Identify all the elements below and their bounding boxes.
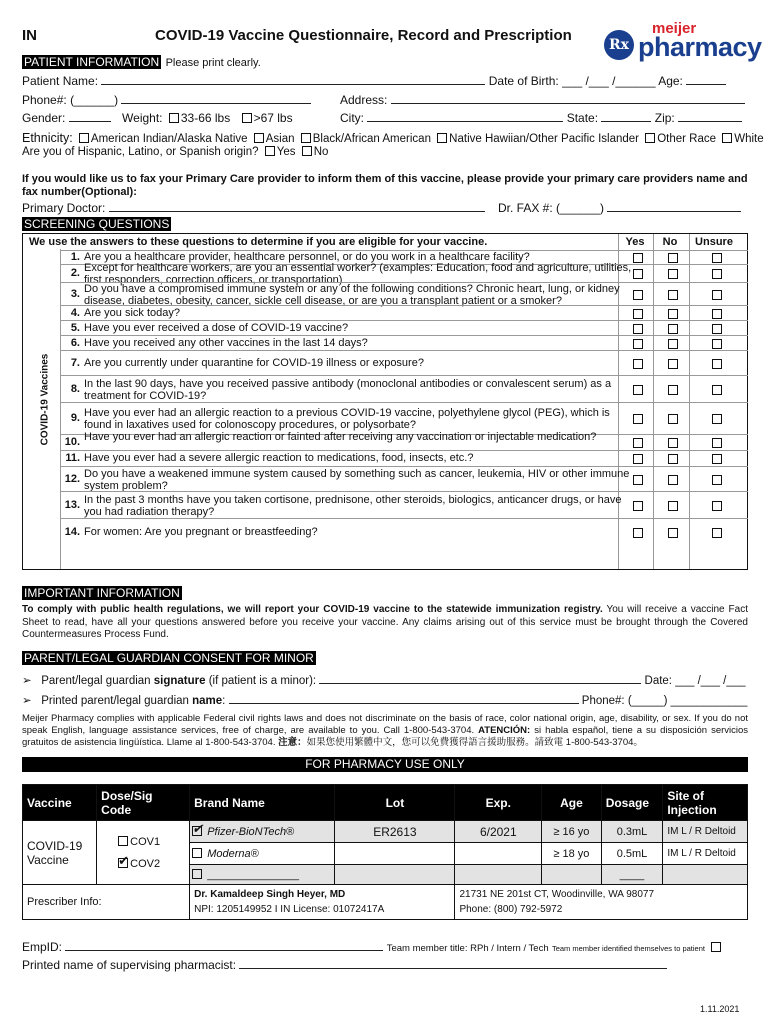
empid-row xyxy=(22,939,723,954)
hispanic-no-label: No xyxy=(313,146,329,158)
prescriber-cell xyxy=(190,885,455,920)
question-text: Do you have a compromised immune system or any of the following conditions? Chronic heart, lung, or kidney disease, diabetes, obesity, cancer, sickle cell disease, or are you a transplant patient or a smoker? xyxy=(84,282,620,307)
answer-unsure-checkbox[interactable] xyxy=(712,454,722,464)
sig-bold: signature xyxy=(153,675,206,687)
age-row-3[interactable] xyxy=(542,865,602,885)
age-row-1: ≥ 16 yo xyxy=(542,821,602,843)
question-number: 13. xyxy=(64,498,80,511)
prescriber-label: Prescriber Info: xyxy=(23,885,190,920)
weight-33-66-checkbox[interactable] xyxy=(169,113,179,123)
eth-checkbox-6[interactable] xyxy=(722,133,732,143)
site-row-1[interactable]: IM L / R Deltoid xyxy=(663,821,748,843)
other-brand: _______________ xyxy=(207,868,299,881)
age-field[interactable] xyxy=(686,73,726,85)
hispanic-yes-label: Yes xyxy=(276,146,296,158)
dosage-row-2: 0.5mL xyxy=(601,843,663,865)
question-text: In the last 90 days, have you received passive antibody (monoclonal antibodies or convalescent serum) as a treatment for COVID-19? xyxy=(84,377,612,402)
answer-yes-checkbox[interactable] xyxy=(633,324,643,334)
eth-checkbox-3[interactable] xyxy=(301,133,311,143)
important-band: IMPORTANT INFORMATION xyxy=(24,586,180,600)
cov1-checkbox[interactable] xyxy=(118,836,128,846)
answer-unsure-checkbox[interactable] xyxy=(712,528,722,538)
question-text: Are you sick today? xyxy=(84,306,180,319)
col-unsure: Unsure xyxy=(695,236,733,248)
answer-yes-checkbox[interactable] xyxy=(633,385,643,395)
pharmacy-table xyxy=(22,784,748,920)
ethnicity-row xyxy=(22,131,764,145)
age-label: Age: xyxy=(658,74,683,88)
question-number: 2. xyxy=(70,267,80,279)
empid-label: EmpID: xyxy=(22,940,63,954)
guardian-signature-field[interactable] xyxy=(319,672,641,684)
logo-brand: meijer xyxy=(652,20,697,37)
gender-field[interactable] xyxy=(69,110,111,122)
screening-question-row xyxy=(60,466,748,492)
team-title: Team member title: RPh / Intern / Tech xyxy=(386,943,549,954)
important-body-text: You will receive a vaccine Fact Sheet to read, have all your questions answered before you receive your vaccine. Any claims arising out of this service must be brought through the Covered Countermeasures Process Fund. xyxy=(22,604,748,640)
question-number: 1. xyxy=(70,251,80,263)
primary-doctor-field[interactable] xyxy=(109,200,485,212)
question-number: 12. xyxy=(64,472,80,485)
chinese-text: 如果您使用繁體中文，您可以免費獲得語言援助服務。請致電 1-800-543-3704。 xyxy=(306,737,643,748)
answer-no-checkbox[interactable] xyxy=(668,438,678,448)
answer-no-checkbox[interactable] xyxy=(668,501,678,511)
eth-option-6: White xyxy=(734,133,764,145)
prescriber-ids: NPI: 1205149952 I IN License: 01072417A xyxy=(194,904,385,915)
civil-rights-notice xyxy=(22,713,748,749)
screening-band-wrap xyxy=(22,215,171,233)
screening-question-row xyxy=(60,491,748,519)
important-band-wrap xyxy=(22,584,182,602)
lot-row-1[interactable]: ER2613 xyxy=(335,821,455,843)
covid-vaccines-side-label: COVID-19 Vaccines xyxy=(39,353,51,446)
answer-no-checkbox[interactable] xyxy=(668,290,678,300)
question-text: In the past 3 months have you taken cortisone, prednisone, other steroids, biologics, anticancer drugs, or have you had radiation therapy? xyxy=(84,493,622,518)
screening-question-row xyxy=(60,350,748,376)
state-label: State: xyxy=(566,111,599,125)
age-row-2: ≥ 18 yo xyxy=(542,843,602,865)
form-version: 1.11.2021 xyxy=(700,1004,740,1014)
spanish-bold: ATENCIÓN: xyxy=(478,725,531,736)
hispanic-question: Are you of Hispanic, Latino, or Spanish origin? xyxy=(22,146,259,158)
hispanic-no-checkbox[interactable] xyxy=(302,146,312,156)
phone-label: Phone#: xyxy=(22,93,67,107)
sig-pre: Parent/legal guardian xyxy=(41,675,154,687)
th-site: Site of Injection xyxy=(663,785,748,821)
hispanic-yes-checkbox[interactable] xyxy=(265,146,275,156)
guardian-signature-row xyxy=(22,672,746,687)
screening-table xyxy=(22,233,748,570)
city-label: City: xyxy=(340,111,364,125)
important-bold-text: To comply with public health regulations, we will report your COVID-19 vaccine to the statewide immunization registry. xyxy=(22,604,603,615)
cov1-label: COV1 xyxy=(130,835,161,848)
arrow-bullet-icon: ➢ xyxy=(22,695,39,707)
cov2-option[interactable] xyxy=(115,852,185,870)
zip-field[interactable] xyxy=(678,110,742,122)
guardian-name-field[interactable] xyxy=(229,692,579,704)
spanish-text: si habla español, tiene a su disposición servicios gratuitos de asistencia lingüística. Llame al 1-800-543-3704. xyxy=(22,725,749,748)
prescriber-address-cell xyxy=(455,885,748,920)
patient-info-band: PATIENT INFORMATION xyxy=(24,55,160,69)
cov2-label: COV2 xyxy=(130,857,161,870)
city-field[interactable] xyxy=(367,110,563,122)
primary-doctor-label: Primary Doctor: xyxy=(22,201,106,215)
guardian-phone-field[interactable]: Phone#: (_____) ____________ xyxy=(581,695,748,707)
eth-checkbox-2[interactable] xyxy=(254,133,264,143)
question-number: 5. xyxy=(70,321,80,334)
dob-label: Date of Birth: xyxy=(488,74,559,88)
question-number: 3. xyxy=(70,287,80,300)
supervisor-label: Printed name of supervising pharmacist: xyxy=(22,958,237,972)
moderna-checkbox[interactable] xyxy=(192,848,202,858)
eth-checkbox-1[interactable] xyxy=(79,133,89,143)
eth-option-5: Other Race xyxy=(657,133,717,145)
logo-pharmacy: pharmacy xyxy=(638,32,762,62)
pfizer-brand: Pfizer-BioNTech® xyxy=(207,825,295,838)
question-text: Have you received any other vaccines in the last 14 days? xyxy=(84,336,368,349)
dosage-row-1: 0.3mL xyxy=(601,821,663,843)
answer-no-checkbox[interactable] xyxy=(668,454,678,464)
screening-question-row xyxy=(60,282,748,306)
prescriber-phone: Phone: (800) 792-5972 xyxy=(459,904,563,915)
answer-unsure-checkbox[interactable] xyxy=(712,290,722,300)
fax-note: If you would like us to fax your Primary Care provider to inform them of this vaccine, please provide your primary care providers name and fax number(Optional): xyxy=(22,173,748,198)
answer-unsure-checkbox[interactable] xyxy=(712,269,722,279)
city-row xyxy=(340,110,742,125)
state-code: IN xyxy=(22,27,37,44)
answer-unsure-checkbox[interactable] xyxy=(712,324,722,334)
answer-no-checkbox[interactable] xyxy=(668,414,678,424)
exp-row-3[interactable] xyxy=(455,865,542,885)
question-text: Have you ever received a dose of COVID-19 vaccine? xyxy=(84,321,349,334)
exp-row-1[interactable]: 6/2021 xyxy=(455,821,542,843)
phone-row xyxy=(22,92,311,107)
cov2-checkbox-checked[interactable]: ✔ xyxy=(118,852,130,868)
patient-info-section xyxy=(22,53,261,71)
screening-question-row xyxy=(60,450,748,467)
site-row-3[interactable] xyxy=(663,865,748,885)
question-number: 10. xyxy=(64,436,80,448)
answer-yes-checkbox[interactable] xyxy=(633,454,643,464)
team-identified-checkbox[interactable] xyxy=(711,942,721,952)
gender-label: Gender: xyxy=(22,111,66,125)
screening-question-row xyxy=(60,375,748,403)
col-no: No xyxy=(662,236,678,248)
screening-question-row xyxy=(60,431,748,451)
name-pre: Printed parent/legal guardian xyxy=(41,695,193,707)
empid-field[interactable] xyxy=(65,939,383,951)
th-age: Age xyxy=(542,785,602,821)
answer-unsure-checkbox[interactable] xyxy=(712,309,722,319)
answer-no-checkbox[interactable] xyxy=(668,253,678,263)
answer-yes-checkbox[interactable] xyxy=(633,309,643,319)
answer-yes-checkbox[interactable] xyxy=(633,290,643,300)
fax-label: Dr. FAX #: (______) xyxy=(498,201,605,215)
screening-question-row xyxy=(60,518,748,547)
question-text: Have you ever had an allergic reaction or fainted after receiving any vaccination or injectable medication? xyxy=(84,431,597,443)
brand-row-1[interactable] xyxy=(190,821,335,843)
name-post: : xyxy=(222,695,226,707)
answer-no-checkbox[interactable] xyxy=(668,475,678,485)
pfizer-checkbox-checked[interactable]: ✔ xyxy=(192,820,204,836)
th-dose: Dose/Sig Code xyxy=(97,785,190,821)
question-number: 4. xyxy=(70,306,80,319)
eth-checkbox-5[interactable] xyxy=(645,133,655,143)
answer-no-checkbox[interactable] xyxy=(668,324,678,334)
eth-option-4: Native Hawiian/Other Pacific Islander xyxy=(449,133,640,145)
address-label: Address: xyxy=(340,93,388,107)
th-lot: Lot xyxy=(335,785,455,821)
rx-logo-icon: Rx xyxy=(604,30,634,60)
chinese-bold: 注意： xyxy=(278,737,307,748)
address-field[interactable] xyxy=(391,92,745,104)
question-number: 9. xyxy=(70,412,80,424)
sig-post: (if patient is a minor): xyxy=(205,675,317,687)
consent-band-wrap xyxy=(22,649,316,667)
gender-row xyxy=(22,110,293,125)
answer-yes-checkbox[interactable] xyxy=(633,475,643,485)
screening-question-row xyxy=(60,262,748,286)
answer-unsure-checkbox[interactable] xyxy=(712,438,722,448)
state-field[interactable] xyxy=(601,110,651,122)
weight-opt2-label: >67 lbs xyxy=(253,111,293,125)
question-number: 14. xyxy=(64,526,80,538)
answer-unsure-checkbox[interactable] xyxy=(712,359,722,369)
civil-text: Meijer Pharmacy complies with applicable Federal civil rights laws and does not discriminate on the basis of race, color national origin, age, disability, or sex. If you do not speak English, language assistance services, free of charge, are available to you. Call 1-800-543-3704. xyxy=(22,713,748,736)
question-text: Have you ever had an allergic reaction to a previous COVID-19 vaccine, polyethylene glycol (PEG), which is found in laxatives used for colonoscopy procedures, or polysorbate? xyxy=(84,407,610,431)
answer-yes-checkbox[interactable] xyxy=(633,269,643,279)
screening-band: SCREENING QUESTIONS xyxy=(24,217,170,231)
answer-unsure-checkbox[interactable] xyxy=(712,253,722,263)
supervisor-row xyxy=(22,957,667,972)
ethnicity-label: Ethnicity: xyxy=(22,131,73,145)
answer-yes-checkbox[interactable] xyxy=(633,501,643,511)
question-text: Are you currently under quarantine for COVID-19 illness or exposure? xyxy=(84,356,424,369)
patient-name-field[interactable] xyxy=(101,73,485,85)
answer-yes-checkbox[interactable] xyxy=(633,414,643,424)
moderna-brand: Moderna® xyxy=(207,847,259,860)
question-number: 11. xyxy=(65,452,80,464)
question-text: Except for healthcare workers, are you an essential worker? (examples: Education, food and agriculture, utilities, first responders, correction officers, or transportation) xyxy=(84,262,632,286)
answer-yes-checkbox[interactable] xyxy=(633,339,643,349)
answer-unsure-checkbox[interactable] xyxy=(712,475,722,485)
answer-no-checkbox[interactable] xyxy=(668,339,678,349)
fax-field[interactable] xyxy=(607,200,741,212)
other-brand-checkbox[interactable] xyxy=(192,869,202,879)
weight-67-checkbox[interactable] xyxy=(242,113,252,123)
question-text: Do you have a weakened immune system caused by something such as cancer, leukemia, HIV or other immune system problem? xyxy=(84,467,630,492)
question-number: 7. xyxy=(70,356,80,369)
eth-option-2: Asian xyxy=(265,133,295,145)
question-number: 8. xyxy=(70,382,80,395)
team-identified: Team member identified themselves to patient xyxy=(551,944,705,953)
address-row xyxy=(340,92,745,107)
brand-row-2[interactable] xyxy=(190,843,335,865)
prescriber-address: 21731 NE 201st CT, Woodinville, WA 98077 xyxy=(459,889,655,900)
brand-row-3[interactable] xyxy=(190,865,335,885)
answer-yes-checkbox[interactable] xyxy=(633,528,643,538)
answer-no-checkbox[interactable] xyxy=(668,385,678,395)
exp-row-2[interactable] xyxy=(455,843,542,865)
name-bold: name xyxy=(192,695,223,707)
weight-label: Weight: xyxy=(122,111,163,125)
document-title: COVID-19 Vaccine Questionnaire, Record and Prescription xyxy=(155,27,572,44)
answer-unsure-checkbox[interactable] xyxy=(712,501,722,511)
answer-unsure-checkbox[interactable] xyxy=(712,339,722,349)
consent-date-field[interactable]: Date: ___ /___ /___ xyxy=(644,675,746,687)
pharmacy-band: FOR PHARMACY USE ONLY xyxy=(22,757,748,772)
question-text: Have you ever had a severe allergic reaction to medications, food, insects, etc.? xyxy=(84,452,474,464)
important-text xyxy=(22,604,748,642)
screening-question-row xyxy=(60,305,748,321)
site-row-2[interactable]: IM L / R Deltoid xyxy=(663,843,748,865)
screening-question-row xyxy=(60,335,748,351)
answer-yes-checkbox[interactable] xyxy=(633,438,643,448)
answer-no-checkbox[interactable] xyxy=(668,528,678,538)
vaccine-name-cell: COVID-19 Vaccine xyxy=(23,821,97,885)
col-yes: Yes xyxy=(625,236,645,248)
phone-field[interactable] xyxy=(121,92,311,104)
answer-unsure-checkbox[interactable] xyxy=(712,385,722,395)
question-text: For women: Are you pregnant or breastfeeding? xyxy=(84,526,318,538)
eth-option-1: American Indian/Alaska Native xyxy=(90,133,248,145)
answer-no-checkbox[interactable] xyxy=(668,359,678,369)
answer-yes-checkbox[interactable] xyxy=(633,359,643,369)
screening-question-row xyxy=(60,320,748,336)
fax-row xyxy=(498,200,741,215)
th-brand: Brand Name xyxy=(190,785,335,821)
primary-doctor-row xyxy=(22,200,485,215)
dose-cell xyxy=(97,821,190,885)
th-exp: Exp. xyxy=(455,785,542,821)
th-dosage: Dosage xyxy=(601,785,663,821)
guardian-name-row xyxy=(22,692,747,707)
question-text: Are you a healthcare provider, healthcare personnel, or do you work in a healthcare facility? xyxy=(84,251,530,263)
patient-name-label: Patient Name: xyxy=(22,74,99,88)
arrow-bullet-icon: ➢ xyxy=(22,675,39,687)
supervisor-field[interactable] xyxy=(239,957,667,969)
prescriber-name: Dr. Kamaldeep Singh Heyer, MD xyxy=(194,889,346,900)
dosage-row-3[interactable]: ____ xyxy=(601,865,663,885)
answer-unsure-checkbox[interactable] xyxy=(712,414,722,424)
hispanic-row xyxy=(22,146,328,158)
lot-row-3[interactable] xyxy=(335,865,455,885)
meijer-pharmacy-logo xyxy=(604,20,762,66)
eth-checkbox-4[interactable] xyxy=(437,133,447,143)
lot-row-2[interactable] xyxy=(335,843,455,865)
dob-field[interactable]: ___ /___ /______ xyxy=(562,74,656,88)
answer-no-checkbox[interactable] xyxy=(668,309,678,319)
patient-name-row xyxy=(22,73,726,88)
eth-option-3: Black/African American xyxy=(312,133,431,145)
screening-intro: We use the answers to these questions to determine if you are eligible for your vaccine. xyxy=(29,236,488,248)
cov1-option[interactable] xyxy=(115,836,185,848)
weight-opt1-label: 33-66 lbs xyxy=(180,111,231,125)
answer-no-checkbox[interactable] xyxy=(668,269,678,279)
print-note: Please print clearly. xyxy=(165,57,261,69)
question-number: 6. xyxy=(70,336,80,349)
th-vaccine: Vaccine xyxy=(23,785,97,821)
phone-area-field[interactable]: (______) xyxy=(70,93,119,107)
zip-label: Zip: xyxy=(654,111,675,125)
consent-band: PARENT/LEGAL GUARDIAN CONSENT FOR MINOR xyxy=(24,651,314,665)
